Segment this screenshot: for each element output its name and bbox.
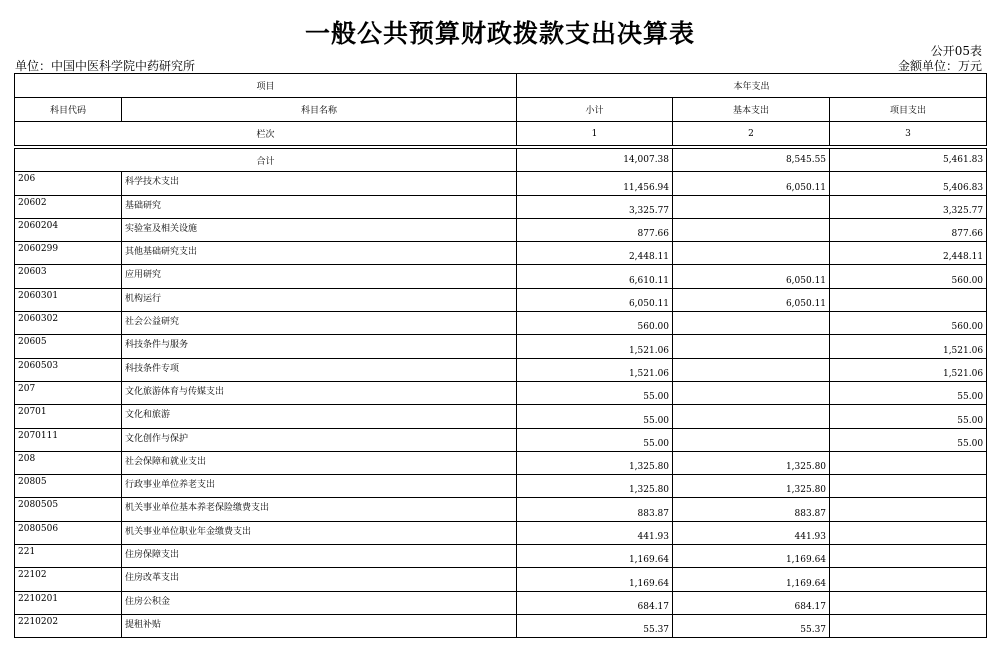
row-subtotal: 1,325.80 — [517, 475, 673, 498]
row-project — [830, 521, 987, 544]
row-name: 基础研究 — [122, 195, 517, 218]
row-code: 2060503 — [15, 358, 122, 381]
table-row — [15, 591, 987, 614]
row-name: 社会公益研究 — [122, 312, 517, 335]
total-basic: 8,545.55 — [673, 149, 830, 172]
row-basic — [673, 428, 830, 451]
total-project: 5,461.83 — [830, 149, 987, 172]
header-col3: 3 — [830, 122, 987, 146]
row-subtotal: 883.87 — [517, 498, 673, 521]
row-code: 221 — [15, 545, 122, 568]
header-row-columns — [15, 98, 987, 122]
row-subtotal: 2,448.11 — [517, 242, 673, 265]
header-basic: 基本支出 — [673, 98, 830, 122]
table-row — [15, 265, 987, 288]
table-row — [15, 242, 987, 265]
row-name: 机关事业单位基本养老保险缴费支出 — [122, 498, 517, 521]
row-code: 20603 — [15, 265, 122, 288]
row-name: 住房改革支出 — [122, 568, 517, 591]
row-name: 机构运行 — [122, 288, 517, 311]
row-code: 2080506 — [15, 521, 122, 544]
form-code: 公开05表 — [930, 44, 982, 58]
row-name: 文化创作与保护 — [122, 428, 517, 451]
row-basic: 441.93 — [673, 521, 830, 544]
row-subtotal: 1,325.80 — [517, 451, 673, 474]
row-subtotal: 877.66 — [517, 218, 673, 241]
row-name: 社会保障和就业支出 — [122, 451, 517, 474]
row-project — [830, 591, 987, 614]
table-row — [15, 614, 987, 637]
table-row — [15, 335, 987, 358]
row-basic: 55.37 — [673, 614, 830, 637]
header-name: 科目名称 — [122, 98, 517, 122]
row-basic: 6,050.11 — [673, 288, 830, 311]
row-basic — [673, 381, 830, 404]
total-row — [15, 149, 987, 172]
row-code: 208 — [15, 451, 122, 474]
row-code: 22102 — [15, 568, 122, 591]
header-column-label: 栏次 — [15, 122, 517, 146]
row-name: 科技条件与服务 — [122, 335, 517, 358]
table-row — [15, 218, 987, 241]
row-basic: 1,325.80 — [673, 475, 830, 498]
row-subtotal: 6,610.11 — [517, 265, 673, 288]
header-code: 科目代码 — [15, 98, 122, 122]
row-code: 20602 — [15, 195, 122, 218]
expenditure-table — [14, 73, 987, 638]
row-name: 应用研究 — [122, 265, 517, 288]
unit-label: 单位：中国中医科学院中药研究所 — [15, 59, 196, 73]
row-project — [830, 545, 987, 568]
row-code: 2060299 — [15, 242, 122, 265]
row-name: 文化和旅游 — [122, 405, 517, 428]
row-project: 55.00 — [830, 428, 987, 451]
row-subtotal: 1,521.06 — [517, 358, 673, 381]
row-project: 55.00 — [830, 381, 987, 404]
row-basic — [673, 218, 830, 241]
total-label: 合计 — [15, 149, 517, 172]
table-row — [15, 545, 987, 568]
row-name: 实验室及相关设施 — [122, 218, 517, 241]
row-project: 3,325.77 — [830, 195, 987, 218]
row-code: 20701 — [15, 405, 122, 428]
row-project — [830, 568, 987, 591]
row-name: 提租补贴 — [122, 614, 517, 637]
row-project: 1,521.06 — [830, 335, 987, 358]
row-basic: 1,169.64 — [673, 545, 830, 568]
row-basic — [673, 405, 830, 428]
row-project — [830, 288, 987, 311]
row-basic — [673, 242, 830, 265]
table-row — [15, 521, 987, 544]
row-project: 1,521.06 — [830, 358, 987, 381]
row-code: 2060204 — [15, 218, 122, 241]
table-row — [15, 381, 987, 404]
table-row — [15, 475, 987, 498]
row-subtotal: 1,521.06 — [517, 335, 673, 358]
row-name: 机关事业单位职业年金缴费支出 — [122, 521, 517, 544]
header-item: 项目 — [15, 74, 517, 98]
table-row — [15, 451, 987, 474]
row-code: 2210201 — [15, 591, 122, 614]
header-col2: 2 — [673, 122, 830, 146]
row-basic — [673, 335, 830, 358]
row-project: 560.00 — [830, 312, 987, 335]
table-row — [15, 195, 987, 218]
table-row — [15, 428, 987, 451]
row-project: 2,448.11 — [830, 242, 987, 265]
row-project — [830, 475, 987, 498]
row-subtotal: 55.00 — [517, 381, 673, 404]
row-name: 住房公积金 — [122, 591, 517, 614]
row-name: 住房保障支出 — [122, 545, 517, 568]
table-row — [15, 288, 987, 311]
table-row — [15, 405, 987, 428]
header-col1: 1 — [517, 122, 673, 146]
row-code: 2080505 — [15, 498, 122, 521]
row-code: 2060302 — [15, 312, 122, 335]
row-project: 877.66 — [830, 218, 987, 241]
row-project: 560.00 — [830, 265, 987, 288]
header-current-year: 本年支出 — [517, 74, 987, 98]
row-subtotal: 560.00 — [517, 312, 673, 335]
table-row — [15, 312, 987, 335]
row-project — [830, 498, 987, 521]
row-code: 2060301 — [15, 288, 122, 311]
row-subtotal: 6,050.11 — [517, 288, 673, 311]
row-subtotal: 684.17 — [517, 591, 673, 614]
row-subtotal: 55.37 — [517, 614, 673, 637]
row-subtotal: 1,169.64 — [517, 568, 673, 591]
row-basic — [673, 358, 830, 381]
table-row — [15, 358, 987, 381]
row-subtotal: 1,169.64 — [517, 545, 673, 568]
row-name: 科技条件专项 — [122, 358, 517, 381]
row-subtotal: 55.00 — [517, 405, 673, 428]
header-subtotal: 小计 — [517, 98, 673, 122]
page-title: 一般公共预算财政拨款支出决算表 — [304, 19, 695, 48]
row-basic — [673, 312, 830, 335]
header-row-column-numbers — [15, 122, 987, 146]
row-name: 科学技术支出 — [122, 172, 517, 195]
row-basic: 1,169.64 — [673, 568, 830, 591]
total-subtotal: 14,007.38 — [517, 149, 673, 172]
row-code: 20605 — [15, 335, 122, 358]
row-name: 行政事业单位养老支出 — [122, 475, 517, 498]
row-basic: 883.87 — [673, 498, 830, 521]
amount-unit-label: 金额单位：万元 — [897, 59, 982, 73]
header-row-item — [15, 74, 987, 98]
row-name: 文化旅游体育与传媒支出 — [122, 381, 517, 404]
row-project: 5,406.83 — [830, 172, 987, 195]
row-basic: 6,050.11 — [673, 172, 830, 195]
row-basic — [673, 195, 830, 218]
row-code: 206 — [15, 172, 122, 195]
row-code: 2070111 — [15, 428, 122, 451]
row-subtotal: 3,325.77 — [517, 195, 673, 218]
header-project: 项目支出 — [830, 98, 987, 122]
row-code: 207 — [15, 381, 122, 404]
row-project: 55.00 — [830, 405, 987, 428]
table-row — [15, 172, 987, 195]
row-basic: 1,325.80 — [673, 451, 830, 474]
table-row — [15, 498, 987, 521]
row-code: 2210202 — [15, 614, 122, 637]
row-basic: 6,050.11 — [673, 265, 830, 288]
row-name: 其他基础研究支出 — [122, 242, 517, 265]
table-row — [15, 568, 987, 591]
row-basic: 684.17 — [673, 591, 830, 614]
row-project — [830, 614, 987, 637]
row-subtotal: 55.00 — [517, 428, 673, 451]
row-project — [830, 451, 987, 474]
row-code: 20805 — [15, 475, 122, 498]
row-subtotal: 11,456.94 — [517, 172, 673, 195]
row-subtotal: 441.93 — [517, 521, 673, 544]
